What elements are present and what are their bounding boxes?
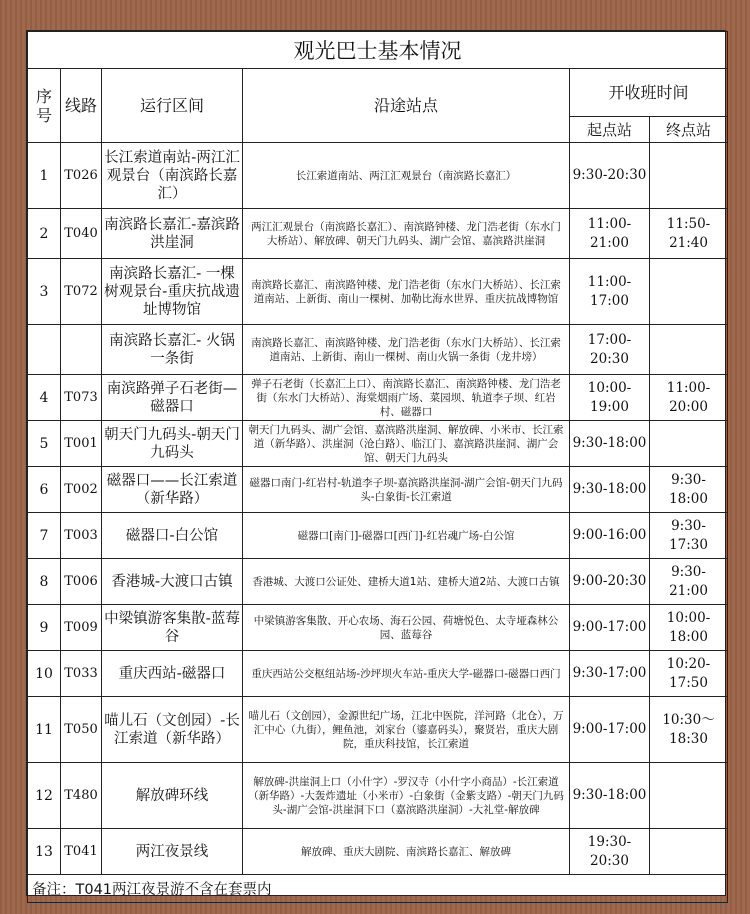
row-no: 13 (28, 829, 61, 875)
header-start-station: 起点站 (570, 117, 650, 143)
row-stops: 喵儿石（文创园），金源世纪广场，江北中医院，洋河路（北仓），万汇中心（九街），鲤鱼池，刘家台（鎏嘉码头），聚贤岩，重庆大剧院，重庆科技馆，长江索道 (243, 697, 570, 763)
row-line: T002 (61, 467, 102, 513)
row-stops: 两江汇观景台（南滨路长嘉汇）、南滨路钟楼、龙门浩老街（东水门大桥站）、解放碑、朝天门九码头、湖广会馆、嘉滨路洪崖洞 (243, 209, 570, 259)
row-stops: 朝天门九码头、湖广会馆、嘉滨路洪崖洞、解放碑、小米市、长江索道（新华路）、洪崖洞（沧白路）、临江门、嘉滨路洪崖洞、湖广会馆、朝天门九码头 (243, 421, 570, 467)
row-start-time: 9:00-17:00 (570, 605, 650, 651)
row-end-time: 9:30-21:00 (650, 559, 728, 605)
table-row (28, 829, 728, 875)
row-end-time (650, 259, 728, 325)
info-sheet (26, 30, 726, 896)
header-line: 线路 (61, 69, 102, 143)
table-row (28, 559, 728, 605)
row-start-time: 9:00-20:30 (570, 559, 650, 605)
table-note: 备注：T041两江夜景游不含在套票内 (28, 875, 728, 903)
row-line: T040 (61, 209, 102, 259)
row-start-time: 9:30-18:00 (570, 763, 650, 829)
row-route: 喵儿石（文创园）-长江索道（新华路） (102, 697, 243, 763)
row-end-time (650, 143, 728, 209)
row-end-time: 9:30-18:00 (650, 467, 728, 513)
row-route: 解放碑环线 (102, 763, 243, 829)
row-line: T041 (61, 829, 102, 875)
row-end-time: 9:30-17:30 (650, 513, 728, 559)
row-line: T001 (61, 421, 102, 467)
row-line: T050 (61, 697, 102, 763)
row-end-time (650, 421, 728, 467)
row-stops: 弹子石老街（长嘉汇上口）、南滨路长嘉汇、南滨路钟楼、龙门浩老街（东水门大桥站）、海棠烟雨广场、菜园坝、轨道李子坝、红岩村、磁器口 (243, 375, 570, 421)
row-start-time: 11:00-21:00 (570, 209, 650, 259)
row-no: 10 (28, 651, 61, 697)
table-row (28, 697, 728, 763)
row-line: T026 (61, 143, 102, 209)
table-row (28, 513, 728, 559)
row-no: 11 (28, 697, 61, 763)
row-line: T003 (61, 513, 102, 559)
header-end-station: 终点站 (650, 117, 728, 143)
row-start-time: 9:30-18:00 (570, 467, 650, 513)
table-row (28, 421, 728, 467)
table-row (28, 259, 728, 325)
row-no: 7 (28, 513, 61, 559)
row-stops: 中梁镇游客集散、开心农场、海石公园、荷塘悦色、太寺垭森林公园、蓝莓谷 (243, 605, 570, 651)
row-line: T033 (61, 651, 102, 697)
table-row (28, 605, 728, 651)
row-start-time: 11:00-17:00 (570, 259, 650, 325)
row-start-time: 19:30-20:30 (570, 829, 650, 875)
row-stops: 解放碑-洪崖洞上口（小什字）-罗汉寺（小什字小商品）-长江索道（新华路）-大轰炸遗址（小米市）-白象街（金紫支路）-朝天门九码头-湖广会馆-洪崖洞下口（嘉滨路洪崖洞）-大礼堂-解放碑 (243, 763, 570, 829)
row-stops: 香港城、大渡口公证处、建桥大道1站、建桥大道2站、大渡口古镇 (243, 559, 570, 605)
row-route: 南滨路长嘉汇-嘉滨路洪崖洞 (102, 209, 243, 259)
row-end-time: 10:20-17:50 (650, 651, 728, 697)
table-row (28, 209, 728, 259)
row-end-time: 10:30～18:30 (650, 697, 728, 763)
row-no (28, 325, 61, 375)
row-end-time: 10:00-18:00 (650, 605, 728, 651)
header-time: 开收班时间 (570, 69, 728, 117)
header-no: 序号 (28, 69, 61, 143)
header-stops: 沿途站点 (243, 69, 570, 143)
row-no: 12 (28, 763, 61, 829)
row-line: T009 (61, 605, 102, 651)
row-line: T073 (61, 375, 102, 421)
row-end-time (650, 829, 728, 875)
row-route: 朝天门九码头-朝天门九码头 (102, 421, 243, 467)
row-route: 长江索道南站-两江汇观景台（南滨路长嘉汇） (102, 143, 243, 209)
row-route: 南滨路弹子石老街—磁器口 (102, 375, 243, 421)
table-title: 观光巴士基本情况 (28, 32, 728, 69)
row-line: T072 (61, 259, 102, 325)
header-route: 运行区间 (102, 69, 243, 143)
table-row (28, 467, 728, 513)
table-row (28, 651, 728, 697)
row-route: 磁器口-白公馆 (102, 513, 243, 559)
row-start-time: 9:30-17:00 (570, 651, 650, 697)
row-no: 5 (28, 421, 61, 467)
row-no: 8 (28, 559, 61, 605)
row-line: T480 (61, 763, 102, 829)
row-route: 中梁镇游客集散-蓝莓谷 (102, 605, 243, 651)
row-end-time: 11:50-21:40 (650, 209, 728, 259)
row-start-time: 17:00-20:30 (570, 325, 650, 375)
row-start-time: 9:00-16:00 (570, 513, 650, 559)
row-route: 香港城-大渡口古镇 (102, 559, 243, 605)
row-line: T006 (61, 559, 102, 605)
row-start-time: 9:30-18:00 (570, 421, 650, 467)
row-stops: 南滨路长嘉汇、南滨路钟楼、龙门浩老街（东水门大桥站）、长江索道南站、上新街、南山一棵树、加勒比海水世界、重庆抗战博物馆 (243, 259, 570, 325)
table-row (28, 375, 728, 421)
row-no: 4 (28, 375, 61, 421)
row-start-time: 9:30-20:30 (570, 143, 650, 209)
row-stops: 长江索道南站、两江汇观景台（南滨路长嘉汇） (243, 143, 570, 209)
row-no: 9 (28, 605, 61, 651)
row-route: 重庆西站-磁器口 (102, 651, 243, 697)
row-end-time (650, 763, 728, 829)
row-stops: 磁器口[南门]-磁器口[西门]-红岩魂广场-白公馆 (243, 513, 570, 559)
table-row (28, 325, 728, 375)
row-line (61, 325, 102, 375)
table-row (28, 763, 728, 829)
row-stops: 解放碑、重庆大剧院、南滨路长嘉汇、解放碑 (243, 829, 570, 875)
row-no: 6 (28, 467, 61, 513)
row-stops: 南滨路长嘉汇、南滨路钟楼、龙门浩老街（东水门大桥站）、长江索道南站、上新街、南山一棵树、南山火锅一条街（龙井塝） (243, 325, 570, 375)
row-route: 南滨路长嘉汇- 火锅一条街 (102, 325, 243, 375)
table-row (28, 143, 728, 209)
row-route: 南滨路长嘉汇- 一棵树观景台-重庆抗战遗址博物馆 (102, 259, 243, 325)
row-start-time: 9:00-17:00 (570, 697, 650, 763)
bus-info-table (27, 31, 728, 903)
row-no: 3 (28, 259, 61, 325)
row-no: 1 (28, 143, 61, 209)
row-stops: 重庆西站公交枢纽站场-沙坪坝火车站-重庆大学-磁器口-磁器口西门 (243, 651, 570, 697)
row-route: 磁器口——长江索道（新华路） (102, 467, 243, 513)
row-end-time (650, 325, 728, 375)
row-stops: 磁器口南门-红岩村-轨道李子坝-嘉滨路洪崖洞-湖广会馆-朝天门九码头-白象街-长江索道 (243, 467, 570, 513)
row-route: 两江夜景线 (102, 829, 243, 875)
row-end-time: 11:00-20:00 (650, 375, 728, 421)
row-no: 2 (28, 209, 61, 259)
row-start-time: 10:00-19:00 (570, 375, 650, 421)
